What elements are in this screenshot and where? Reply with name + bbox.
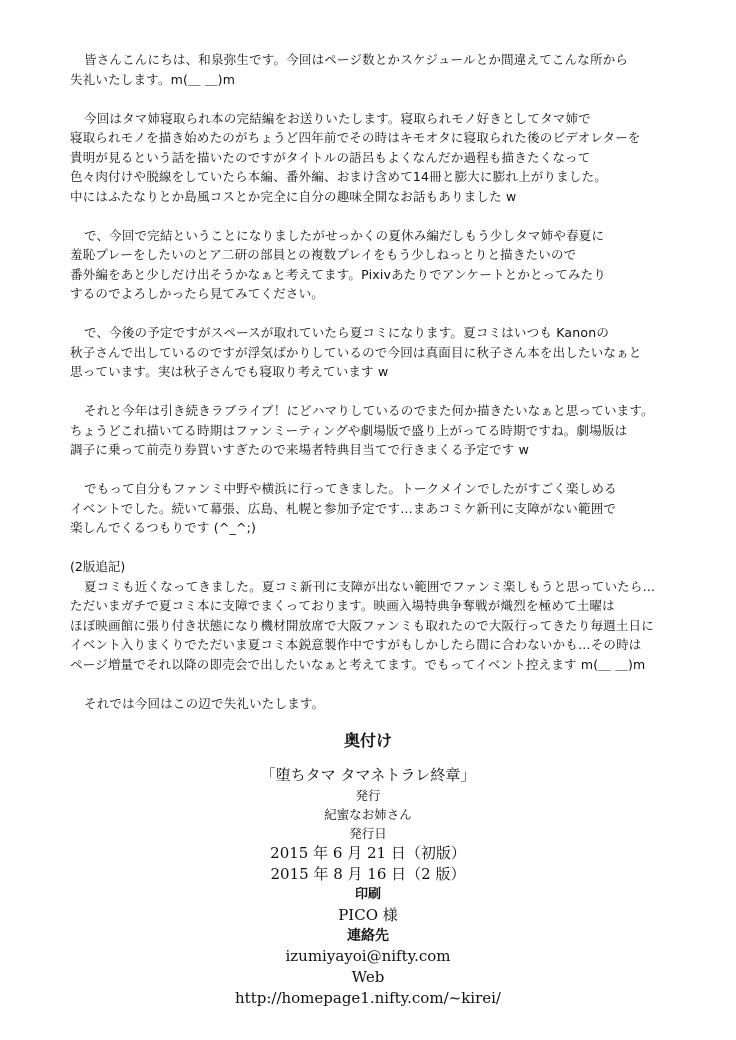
contact-email: izumiyayoi@nifty.com xyxy=(285,947,451,965)
text-line: ページ増量でそれ以降の即売会で出したいなぁと考えてます。でもってイベント控えます m(＿ ＿)m xyxy=(70,656,646,672)
paragraph-future-plans xyxy=(70,323,670,382)
colophon-section xyxy=(0,728,736,1009)
text-line: ほぼ映画館に張り付き状態になり機材開放席で大阪ファンミも取れたので大阪行ってきたり毎週土日に xyxy=(70,617,654,633)
text-line: 今回はタマ姉寝取られ本の完結編をお送りいたします。寝取られモノ好きとしてタマ姉で xyxy=(84,110,591,126)
colophon-heading: 奥付け xyxy=(343,731,392,750)
text-line: 貴明が見るという話を描いたのですがタイトルの語呂もよくなんだか過程も描きたくなって xyxy=(70,149,591,165)
paragraph-closing xyxy=(70,694,670,714)
printer-name: PICO 様 xyxy=(338,906,398,924)
text-line: するのでよろしかったら見てみてください。 xyxy=(70,286,325,301)
paragraph-final-volume xyxy=(70,109,670,207)
second-edition-note-label: (2版追記) xyxy=(70,559,126,574)
text-line: 中にはふたなりとか島風コスとか完全に自分の趣味全開なお話もありました w xyxy=(70,188,517,204)
text-line: イベントでした。続いて幕張、広島、札幌と参加予定です…まあコミケ新刊に支障がない範囲で xyxy=(70,500,617,516)
paragraph-greeting xyxy=(70,50,670,89)
website-url: http://homepage1.nifty.com/~kirei/ xyxy=(235,989,501,1007)
web-label: Web xyxy=(351,968,385,986)
print-label: 印刷 xyxy=(354,887,381,902)
paragraph-side-story xyxy=(70,226,670,304)
publisher-label: 発行 xyxy=(355,788,381,803)
text-line: 秋子さんで出しているのですが浮気ばかりしているので今回は真面目に秋子さん本を出したいなぁと xyxy=(70,344,642,360)
date-label: 発行日 xyxy=(349,826,387,841)
contact-label: 連絡先 xyxy=(347,928,389,944)
first-edition-date: 2015 年 6 月 21 日（初版） xyxy=(270,844,466,862)
text-line: 夏コミも近くなってきました。夏コミ新刊に支障が出ない範囲でファンミ楽しもうと思っていたら… xyxy=(84,578,656,594)
text-line: 思っています。実は秋子さんでも寝取り考えています w xyxy=(70,364,389,379)
text-line: それと今年は引き続きラブライブ！にどハマりしているのでまた何か描きたいなぁと思っています。 xyxy=(84,403,654,418)
text-line: 番外編をあと少しだけ出そうかなぁと考えてます。Pixivあたりでアンケートとかとってみたり xyxy=(70,266,607,282)
paragraph-love-live xyxy=(70,401,670,460)
afterword-section xyxy=(70,50,670,733)
book-title: 「堕ちタマ タマネトラレ終章」 xyxy=(260,766,476,784)
text-line: でもって自分もファンミ中野や横浜に行ってきました。トークメインでしたがすごく楽しめる xyxy=(84,481,617,496)
text-line: ちょうどこれ描いてる時期はファンミーティングや劇場版で盛り上がってる時期ですね。劇場版は xyxy=(70,422,628,438)
text-line: で、今後の予定ですがスペースが取れていたら夏コミになります。夏コミはいつも Kanonの xyxy=(84,325,610,340)
paragraph-second-edition-note xyxy=(70,577,670,675)
text-line: 羞恥プレーをしたいのとア二研の部員との複数プレイをもう少しねっとりと描きたいので xyxy=(70,247,577,262)
publisher-name: 紀蜜なお姉さん xyxy=(324,807,412,822)
text-line: ただいまガチで夏コミ本に支障でまくっております。映画入場特典争奪戦が熾烈を極めて土曜は xyxy=(70,598,615,613)
text-line: それでは今回はこの辺で失礼いたします。 xyxy=(84,695,325,711)
text-line: で、今回で完結ということになりましたがせっかくの夏休み編だしもう少しタマ姉や春夏に xyxy=(84,227,605,243)
second-edition-date: 2015 年 8 月 16 日（2 版） xyxy=(270,865,466,883)
text-line: 失礼いたします。m(＿ ＿)m xyxy=(70,71,236,87)
text-line: 色々肉付けや脱線をしていたら本編、番外編、おまけ含めて14冊と膨大に膨れ上がりました。 xyxy=(70,169,608,184)
text-line: 皆さんこんにちは、和泉弥生です。今回はページ数とかスケジュールとか間違えてこんな所から xyxy=(84,52,629,67)
text-line: イベント入りまくりでただいま夏コミ本鋭意製作中ですがもしかしたら間に合わないかも…その時は xyxy=(70,637,642,652)
text-line: 楽しんでくるつもりです (^_^;) xyxy=(70,520,257,535)
text-line: 調子に乗って前売り券買いすぎたので来場者特典目当てで行きまくる予定です w xyxy=(70,442,530,457)
text-line: 寝取られモノを描き始めたのがちょうど四年前でその時はキモオタに寝取られた後のビデオレターを xyxy=(70,130,641,145)
paragraph-fan-meeting xyxy=(70,479,670,538)
